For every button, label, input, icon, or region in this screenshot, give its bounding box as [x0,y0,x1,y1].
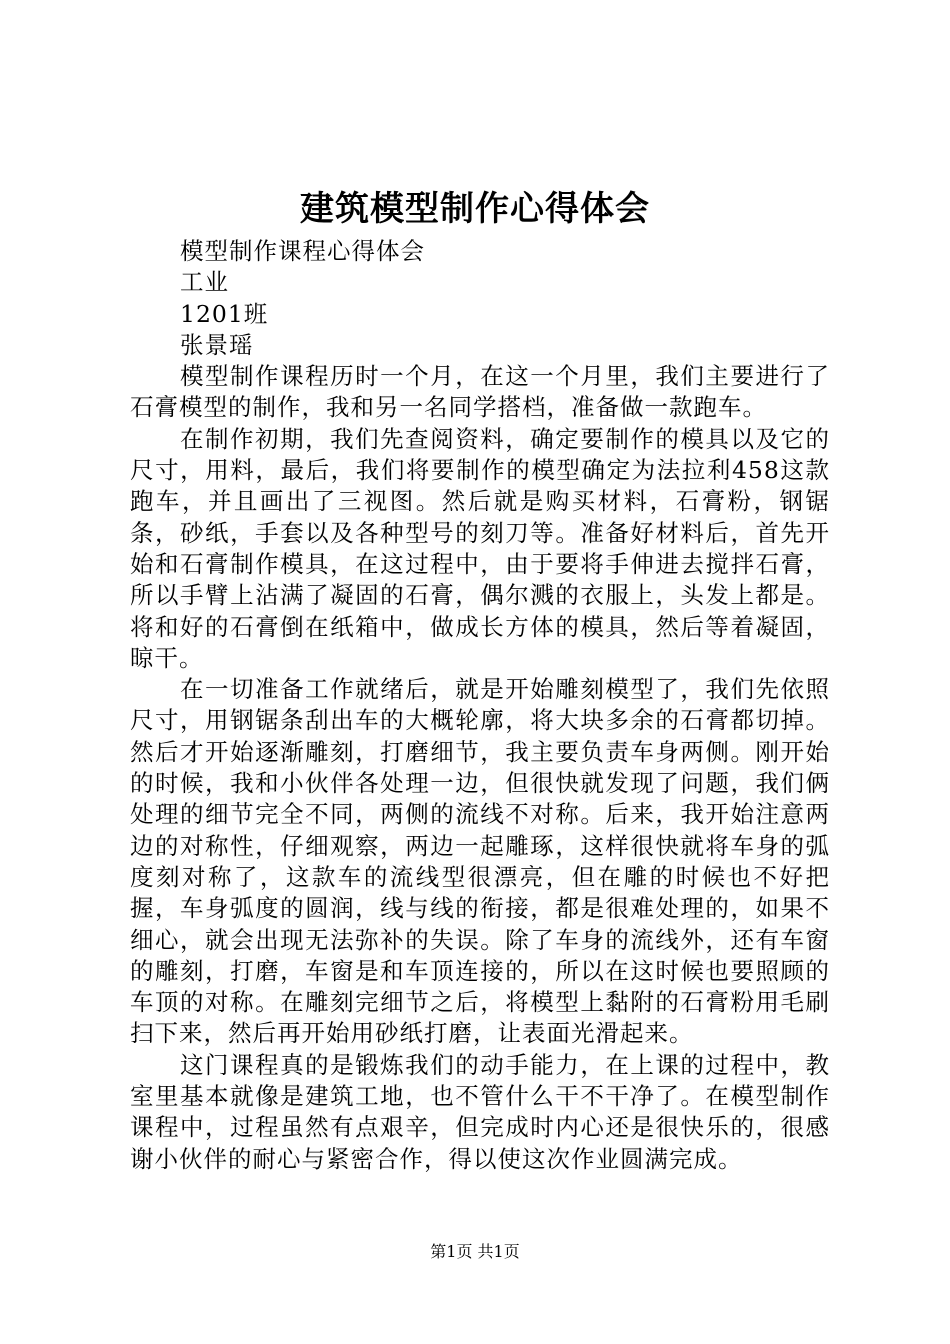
document-subtitle: 模型制作课程心得体会 [180,237,425,265]
paragraph: 模型制作课程历时一个月，在这一个月里，我们主要进行了石膏模型的制作，我和另一名同学搭档，准备做一款跑车。 [130,362,830,422]
author-name: 张景瑶 [180,330,254,359]
document-body [130,236,830,1175]
paragraph: 这门课程真的是锻炼我们的动手能力，在上课的过程中，教室里基本就像是建筑工地，也不管什么干不干净了。在模型制作课程中，过程虽然有点艰辛，但完成时内心还是很快乐的，很感谢小伙伴的耐心与紧密合作，得以使这次作业圆满完成。 [130,1050,830,1173]
paragraph: 在制作初期，我们先查阅资料，确定要制作的模具以及它的尺寸，用料，最后，我们将要制作的模型确定为法拉利458这款跑车，并且画出了三视图。然后就是购买材料，石膏粉，钢锯条，砂纸，手套以及各种型号的刻刀等。准备好材料后，首先开始和石膏制作模具，在这过程中，由于要将手伸进去搅拌石膏，所以手臂上沾满了凝固的石膏，偶尔溅的衣服上，头发上都是。将和好的石膏倒在纸箱中，做成长方体的模具，然后等着凝固，晾干。 [130,424,830,672]
paragraph: 在一切准备工作就绪后，就是开始雕刻模型了，我们先依照尺寸，用钢锯条刮出车的大概轮廓，将大块多余的石膏都切掉。然后才开始逐渐雕刻，打磨细节，我主要负责车身两侧。刚开始的时候，我和小伙伴各处理一边，但很快就发现了问题，我们俩处理的细节完全不同，两侧的流线不对称。后来，我开始注意两边的对称性，仔细观察，两边一起雕琢，这样很快就将车身的弧度刻对称了，这款车的流线型很漂亮，但在雕的时候也不好把握，车身弧度的圆润，线与线的衔接，都是很难处理的，如果不细心，就会出现无法弥补的失误。除了车身的流线外，还有车窗的雕刻，打磨，车窗是和车顶连接的，所以在这时候也要照顾的车顶的对称。在雕刻完细节之后，将模型上黏附的石膏粉用毛刷扫下来，然后再开始用砂纸打磨，让表面光滑起来。 [130,675,830,1048]
page-number-footer: 第1页 共1页 [430,1242,520,1261]
document-title: 建筑模型制作心得体会 [300,189,650,229]
author-class: 1201班 [180,299,269,328]
author-major: 工业 [180,268,229,297]
